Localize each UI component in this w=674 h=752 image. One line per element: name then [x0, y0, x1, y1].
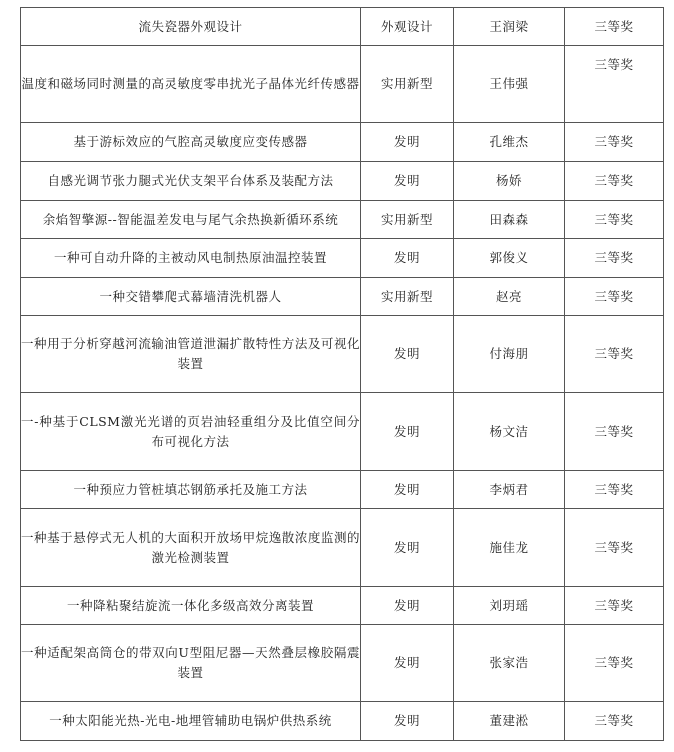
patent-type-cell: 发明: [361, 316, 454, 393]
project-title-cell: 一种太阳能光热-光电-地埋管辅助电锅炉供热系统: [21, 702, 361, 741]
award-level-cell: 三等奖: [565, 201, 664, 239]
patent-type-cell: 实用新型: [361, 278, 454, 316]
project-title-cell: 余焰智擎源--智能温差发电与尾气余热换新循环系统: [21, 201, 361, 239]
award-level-cell: 三等奖: [565, 625, 664, 702]
patent-type-cell: 发明: [361, 393, 454, 471]
patent-type-cell: 外观设计: [361, 8, 454, 46]
project-title-cell: 一种基于悬停式无人机的大面积开放场甲烷逸散浓度监测的激光检测装置: [21, 509, 361, 587]
project-title-cell: 一种交错攀爬式幕墙清洗机器人: [21, 278, 361, 316]
applicant-name-cell: 张家浩: [454, 625, 565, 702]
award-level-cell: 三等奖: [565, 509, 664, 587]
applicant-name-cell: 孔维杰: [454, 123, 565, 162]
applicant-name-cell: 赵亮: [454, 278, 565, 316]
applicant-name-cell: 付海朋: [454, 316, 565, 393]
table-row: [21, 393, 664, 471]
project-title-cell: 流失瓷器外观设计: [21, 8, 361, 46]
award-level-cell: 三等奖: [565, 162, 664, 201]
table-row: [21, 587, 664, 625]
patent-type-cell: 实用新型: [361, 201, 454, 239]
applicant-name-cell: 王润梁: [454, 8, 565, 46]
award-level-cell: 三等奖: [565, 587, 664, 625]
award-level-cell: 三等奖: [565, 46, 664, 123]
patent-type-cell: 实用新型: [361, 46, 454, 123]
table-row: [21, 162, 664, 201]
awards-table: [20, 7, 664, 741]
applicant-name-cell: 李炳君: [454, 471, 565, 509]
award-level-cell: 三等奖: [565, 123, 664, 162]
project-title-cell: 一种适配架高筒仓的带双向U型阻尼器—天然叠层橡胶隔震装置: [21, 625, 361, 702]
patent-type-cell: 发明: [361, 509, 454, 587]
award-level-cell: 三等奖: [565, 471, 664, 509]
applicant-name-cell: 董建淞: [454, 702, 565, 741]
applicant-name-cell: 郭俊义: [454, 239, 565, 278]
project-title-cell: 一种可自动升降的主被动风电制热原油温控装置: [21, 239, 361, 278]
award-level-cell: 三等奖: [565, 8, 664, 46]
patent-type-cell: 发明: [361, 123, 454, 162]
applicant-name-cell: 王伟强: [454, 46, 565, 123]
project-title-cell: 一种降粘聚结旋流一体化多级高效分离装置: [21, 587, 361, 625]
award-level-cell: 三等奖: [565, 239, 664, 278]
table-row: [21, 46, 664, 123]
table-row: [21, 702, 664, 741]
patent-type-cell: 发明: [361, 239, 454, 278]
applicant-name-cell: 刘玥瑶: [454, 587, 565, 625]
table-row: [21, 8, 664, 46]
applicant-name-cell: 施佳龙: [454, 509, 565, 587]
patent-type-cell: 发明: [361, 702, 454, 741]
project-title-cell: 温度和磁场同时测量的高灵敏度零串扰光子晶体光纤传感器: [21, 46, 361, 123]
award-level-cell: 三等奖: [565, 278, 664, 316]
patent-type-cell: 发明: [361, 625, 454, 702]
table-row: [21, 123, 664, 162]
table-row: [21, 239, 664, 278]
patent-type-cell: 发明: [361, 587, 454, 625]
table-row: [21, 509, 664, 587]
table-row: [21, 471, 664, 509]
applicant-name-cell: 杨文洁: [454, 393, 565, 471]
awards-table-body: [21, 8, 664, 741]
project-title-cell: 一种预应力管桩填芯钢筋承托及施工方法: [21, 471, 361, 509]
project-title-cell: 自感光调节张力腿式光伏支架平台体系及装配方法: [21, 162, 361, 201]
applicant-name-cell: 田森森: [454, 201, 565, 239]
award-level-cell: 三等奖: [565, 316, 664, 393]
award-level-cell: 三等奖: [565, 702, 664, 741]
applicant-name-cell: 杨娇: [454, 162, 565, 201]
patent-type-cell: 发明: [361, 162, 454, 201]
table-row: [21, 201, 664, 239]
project-title-cell: 基于游标效应的气腔高灵敏度应变传感器: [21, 123, 361, 162]
award-level-cell: 三等奖: [565, 393, 664, 471]
patent-type-cell: 发明: [361, 471, 454, 509]
table-row: [21, 278, 664, 316]
table-row: [21, 625, 664, 702]
project-title-cell: 一种用于分析穿越河流输油管道泄漏扩散特性方法及可视化装置: [21, 316, 361, 393]
table-row: [21, 316, 664, 393]
project-title-cell: 一-种基于CLSM激光光谱的页岩油轻重组分及比值空间分布可视化方法: [21, 393, 361, 471]
